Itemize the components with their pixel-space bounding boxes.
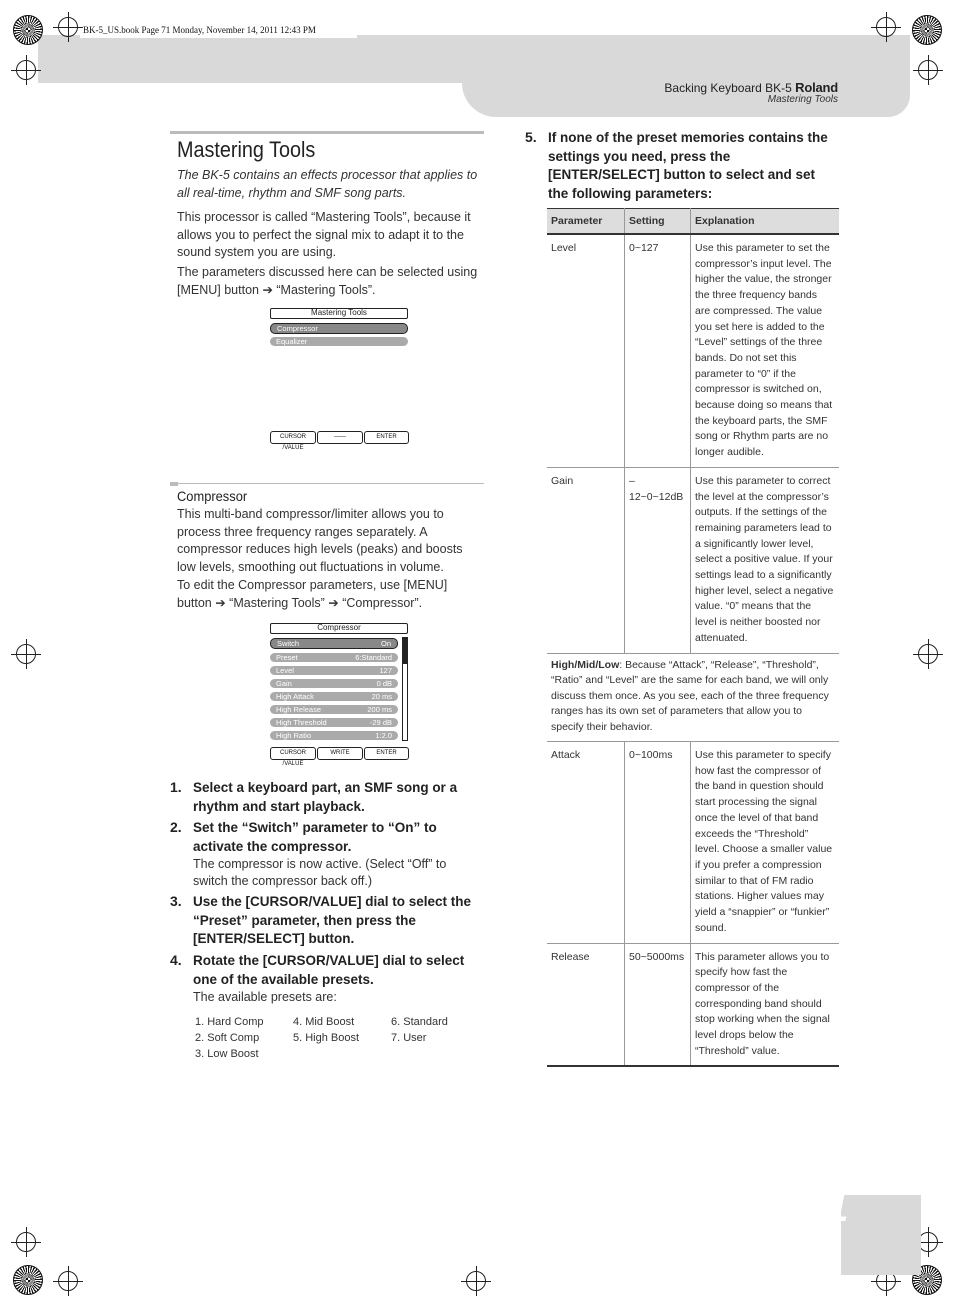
lcd-param-row[interactable] <box>270 692 398 701</box>
crosshair-icon <box>58 17 78 37</box>
crosshair-icon <box>918 644 938 664</box>
lcd-param-value: 6:Standard <box>355 653 392 662</box>
parameter-table <box>547 208 839 1067</box>
crosshair-icon <box>16 1232 36 1252</box>
param-cell: Gain <box>547 467 625 653</box>
lcd-param-label: Switch <box>277 639 300 648</box>
lcd-param-label: High Attack <box>276 692 314 701</box>
preset-item: 4. Mid Boost <box>293 1016 355 1028</box>
crosshair-icon <box>918 1232 938 1252</box>
lcd-param-row[interactable] <box>270 705 398 714</box>
header-brand: Roland <box>795 80 838 95</box>
lcd-param-row[interactable] <box>270 638 398 649</box>
table-row <box>547 234 839 467</box>
lcd-param-row[interactable] <box>270 718 398 727</box>
step-4: 4. Rotate the [CURSOR/VALUE] dial to select one of the available presets. The available presets are: <box>170 952 465 1004</box>
table-row <box>547 943 839 1066</box>
setting-cell: –12~0~12dB <box>625 467 691 653</box>
explanation-cell: This parameter allows you to specify how fast the compressor of the corresponding band should stop working when the signal level drops below the “Threshold” value. <box>691 943 840 1066</box>
subsection-title: Compressor <box>177 488 248 504</box>
page-title: Mastering Tools <box>177 137 316 162</box>
setting-cell: 50~5000ms <box>625 943 691 1066</box>
preset-item: 7. User <box>391 1032 427 1044</box>
paragraph: This processor is called “Mastering Tools”, because it allows you to perfect the signal mix to adapt it to the sound system you are using. <box>177 210 471 259</box>
table-row <box>547 742 839 943</box>
lcd-param-label: Level <box>276 666 294 675</box>
setting-cell: 0~100ms <box>625 742 691 943</box>
lcd-screen-mastering <box>270 308 408 346</box>
registration-starburst-icon <box>13 15 43 45</box>
enter-button[interactable]: ENTER <box>364 747 409 760</box>
crosshair-icon <box>918 60 938 80</box>
lcd-menu-item[interactable]: Compressor <box>270 323 408 334</box>
explanation-cell: Use this parameter to set the compressor’s input level. The higher the value, the stronger the three frequency bands are compressed. The value you set here is added to the “Level” settings of the three bands. Do not set this parameter to “0” if the compressor is switched on, because doing so means that the keyboard parts, the SMF song or Rhythm parts are no longer audible. <box>691 234 840 467</box>
crosshair-icon <box>58 1271 78 1291</box>
lcd-param-label: Gain <box>276 679 292 688</box>
preset-item: 3. Low Boost <box>195 1048 259 1060</box>
lcd-param-value: 20 ms <box>371 692 392 701</box>
header-title <box>664 80 838 95</box>
param-cell: Attack <box>547 742 625 943</box>
step-2: 2. Set the “Switch” parameter to “On” to activate the compressor. The compressor is now active. (Select “Off” to switch the compressor back off.) <box>170 819 447 888</box>
crosshair-icon <box>16 644 36 664</box>
header-tab <box>462 35 910 117</box>
preset-item: 6. Standard <box>391 1016 448 1028</box>
preset-item: 1. Hard Comp <box>195 1016 264 1028</box>
lcd-scroll-thumb[interactable] <box>403 638 407 664</box>
lcd-param-value: -29 dB <box>369 718 392 727</box>
section-rule <box>170 131 484 134</box>
enter-button[interactable]: ENTER <box>364 431 409 444</box>
header-product: Backing Keyboard BK-5 <box>664 81 792 95</box>
lcd-scrollbar[interactable] <box>402 637 408 741</box>
param-cell: Release <box>547 943 625 1066</box>
explanation-cell: Use this parameter to specify how fast the compressor of the band in question should start processing the signal once the level of that band exceeds the “Threshold” level. Choose a smaller value if you prefer a compression similar to that of FM radio stations. Higher values may yield a “snappier” or “funkier” sound. <box>691 742 840 943</box>
page-number: 71 <box>806 1186 847 1230</box>
crosshair-icon <box>16 60 36 80</box>
column-header: Setting <box>625 209 691 235</box>
write-button[interactable]: WRITE <box>317 747 363 760</box>
lcd-param-value: On <box>380 639 391 648</box>
crosshair-icon <box>876 17 896 37</box>
band-note-label: High/Mid/Low <box>551 658 620 671</box>
lcd-param-list <box>270 638 398 740</box>
preset-list <box>195 1014 485 1062</box>
preset-item: 5. High Boost <box>293 1032 360 1044</box>
subsection-marker <box>170 482 178 486</box>
lcd-param-label: High Threshold <box>276 718 327 727</box>
registration-starburst-icon <box>13 1265 43 1295</box>
lcd-param-value: 127 <box>379 666 392 675</box>
paragraph: The parameters discussed here can be selected using [MENU] button ➔ “Mastering Tools”. <box>177 265 478 297</box>
step-3: 3. Use the [CURSOR/VALUE] dial to select the “Preset” parameter, then press the [ENTER/SELECT] button. <box>170 893 472 946</box>
lcd-screen-compressor <box>270 623 408 740</box>
lcd-param-row[interactable] <box>270 666 398 675</box>
preset-item: 2. Soft Comp <box>195 1032 260 1044</box>
lcd-param-label: Preset <box>276 653 298 662</box>
column-header: Explanation <box>691 209 840 235</box>
lcd-param-label: High Ratio <box>276 731 312 740</box>
column-header: Parameter <box>547 209 625 235</box>
lcd-param-value: 200 ms <box>367 705 392 714</box>
band-note-cell <box>547 653 839 742</box>
lcd-title: Mastering Tools <box>270 308 408 319</box>
table-header-row <box>547 209 839 235</box>
page-number-block <box>841 1195 921 1275</box>
preset-item <box>391 1046 489 1062</box>
lcd-param-value: 0 dB <box>376 679 392 688</box>
explanation-cell: Use this parameter to correct the level at the compressor’s outputs. If the settings of the remaining parameters lead to a significantly lower level, select a positive value. If your settings lead to a significantly higher level, select a negative value. “0” means that the level is neither boosted nor attenuated. <box>691 467 840 653</box>
setting-cell: 0~127 <box>625 234 691 467</box>
preset-item <box>293 1046 391 1062</box>
lcd-title: Compressor <box>270 623 408 634</box>
lcd-param-row[interactable] <box>270 679 398 688</box>
cursor-value-button[interactable]: CURSOR /VALUE <box>270 747 316 760</box>
step-1: 1. Select a keyboard part, an SMF song or a rhythm and start playback. <box>170 779 458 814</box>
registration-starburst-icon <box>912 15 942 45</box>
table-row-spanning <box>547 653 839 742</box>
paragraph: This multi-band compressor/limiter allows you to process three frequency ranges separately. A compressor reduces high levels (peaks) and boosts low levels, smoothing out fluctuations in volume. <box>177 507 463 574</box>
param-cell: Level <box>547 234 625 467</box>
lcd-param-label: High Release <box>276 705 322 714</box>
header-section: Mastering Tools <box>767 94 838 105</box>
lcd-param-row[interactable] <box>270 653 398 662</box>
subsection-rule <box>170 483 484 484</box>
intro-text: The BK-5 contains an effects processor that applies to all real-time, rhythm and SMF song parts. <box>177 168 478 200</box>
step-5: 5. If none of the preset memories contains the settings you need, press the [ENTER/SELECT] button to select and set the following parameters: <box>525 129 828 201</box>
crosshair-icon <box>466 1271 486 1291</box>
print-line: BK-5_US.book Page 71 Monday, November 14, 2011 12:43 PM <box>80 22 357 38</box>
table-row <box>547 467 839 653</box>
band-note-text: : Because “Attack”, “Release”, “Threshold”, “Ratio” and “Level” are the same for each band, we will only discuss them once. As you see, each of the three frequency ranges has its own set of parameters that allow you to specify their behavior. <box>551 658 829 733</box>
cursor-value-button[interactable]: CURSOR /VALUE <box>270 431 316 444</box>
lcd-param-value: 1:2.0 <box>375 731 392 740</box>
blank-button[interactable]: —— <box>317 431 363 444</box>
lcd-param-row[interactable] <box>270 731 398 740</box>
paragraph: To edit the Compressor parameters, use [MENU] button ➔ “Mastering Tools” ➔ “Compressor”. <box>177 578 448 610</box>
lcd-menu-item[interactable]: Equalizer <box>270 337 408 346</box>
